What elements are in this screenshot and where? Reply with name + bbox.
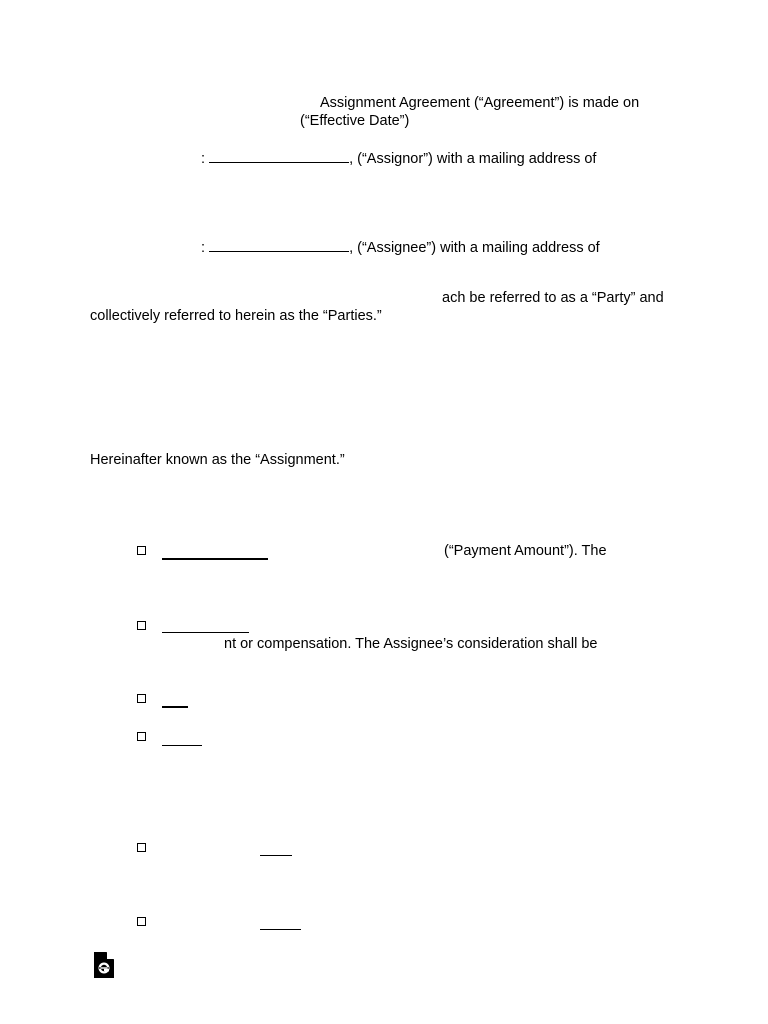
assignment-text: Hereinafter known as the “Assignment.” — [90, 452, 345, 468]
payment-amount-blank[interactable] — [162, 558, 268, 560]
checkbox-icon[interactable] — [137, 917, 146, 926]
assignor-label: , (“Assignor”) with a mailing address of — [349, 151, 597, 167]
option-blank[interactable] — [260, 929, 301, 930]
assignor-colon: : — [201, 151, 206, 167]
consideration-text: nt or compensation. The Assignee’s consideration shall be — [224, 636, 598, 652]
option-blank[interactable] — [162, 745, 202, 746]
document-e-logo-icon — [94, 952, 114, 978]
assignor-line — [201, 148, 596, 168]
option-blank[interactable] — [162, 706, 188, 708]
checkbox-icon[interactable] — [137, 694, 146, 703]
assignee-name-blank[interactable] — [209, 237, 349, 252]
assignee-line — [201, 237, 600, 257]
assignor-name-blank[interactable] — [209, 148, 349, 163]
option-blank[interactable] — [260, 855, 292, 856]
consideration-blank[interactable] — [162, 632, 249, 633]
effective-date-label: (“Effective Date”) — [300, 113, 410, 129]
checkbox-icon[interactable] — [137, 621, 146, 630]
parties-line-1: ach be referred to as a “Party” and — [442, 290, 664, 306]
payment-amount-label: (“Payment Amount”). The — [444, 543, 607, 559]
assignee-label: , (“Assignee”) with a mailing address of — [349, 240, 600, 256]
parties-line-2: collectively referred to herein as the “Parties.” — [90, 308, 382, 324]
assignee-colon: : — [201, 240, 206, 256]
checkbox-icon[interactable] — [137, 843, 146, 852]
intro-line-1: Assignment Agreement (“Agreement”) is made on — [320, 95, 640, 111]
checkbox-icon[interactable] — [137, 546, 146, 555]
checkbox-icon[interactable] — [137, 732, 146, 741]
